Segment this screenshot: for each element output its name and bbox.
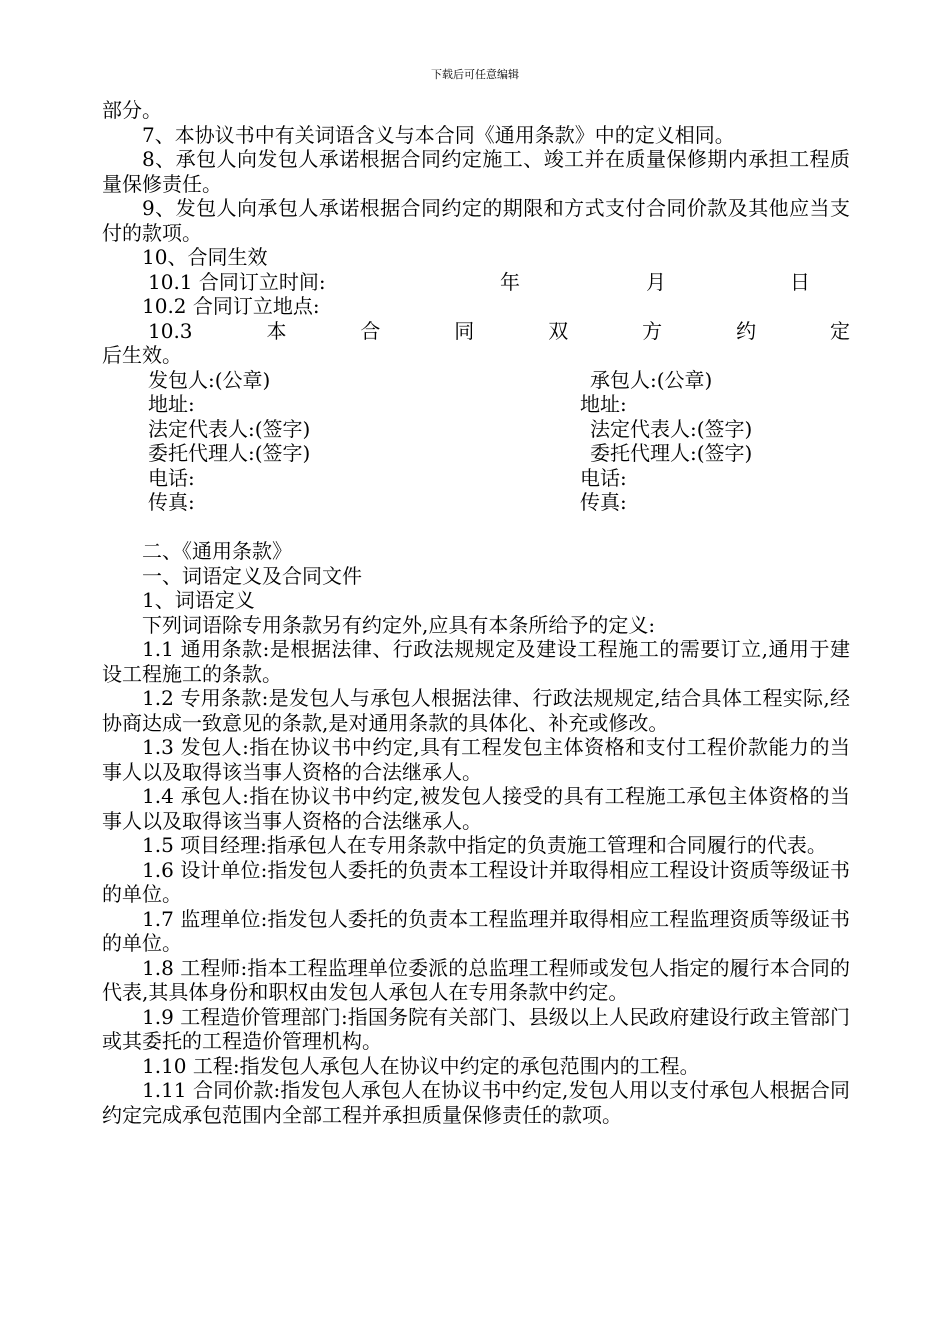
paragraph: 部分。 [102, 98, 162, 122]
definition-item: 1.6 设计单位:指发包人委托的负责本工程设计并取得相应工程设计资质等级证书的单位。 [102, 857, 850, 906]
signature-row [102, 441, 850, 466]
definition-item: 1.11 合同价款:指发包人承包人在协议书中约定,发包人用以支付承包人根据合同约定完成承包范围内全部工程并承担质量保修责任的款项。 [102, 1078, 850, 1127]
paragraph: 7、本协议书中有关词语含义与本合同《通用条款》中的定义相同。 [142, 122, 735, 147]
month-label: 月 [646, 269, 666, 294]
definition-item: 1.8 工程师:指本工程监理单位委派的总监理工程师或发包人指定的履行本合同的代表,其具体身份和职权由发包人承包人在专用条款中约定。 [102, 955, 850, 1004]
clause-part: 方 [642, 318, 663, 343]
clause-part: 双 [548, 318, 569, 343]
employer-agent: 委托代理人:(签字) [148, 441, 311, 465]
contractor-phone: 电话: [580, 465, 627, 490]
blank-line [102, 515, 850, 540]
clause-part: 约 [736, 318, 757, 343]
paragraph: 8、承包人向发包人承诺根据合同约定施工、竣工并在质量保修期内承担工程质量保修责任。 [102, 147, 850, 196]
employer-fax: 传真: [148, 490, 195, 514]
signature-row [102, 392, 850, 417]
year-label: 年 [500, 269, 520, 294]
contract-place-line: 10.2 合同订立地点: [142, 294, 320, 318]
effective-clause-line [102, 319, 850, 344]
section-heading: 二、《通用条款》 [142, 539, 292, 563]
definition-item: 1.5 项目经理:指承包人在专用条款中指定的负责施工管理和合同履行的代表。 [142, 833, 827, 857]
definition-item: 1.2 专用条款:是发包人与承包人根据法律、行政法规规定,结合具体工程实际,经协商达成一致意见的条款,是对通用条款的具体化、补充或修改。 [102, 686, 850, 735]
definition-item: 1.9 工程造价管理部门:指国务院有关部门、县级以上人民政府建设行政主管部门或其委托的工程造价管理机构。 [102, 1004, 850, 1053]
signature-row [102, 466, 850, 491]
contract-date-label: 10.1 合同订立时间: [148, 269, 326, 294]
chapter-heading: 一、词语定义及合同文件 [142, 563, 362, 588]
clause-part: 合 [360, 318, 381, 343]
clause-part: 10.3 [148, 318, 193, 343]
page-header: 下载后可任意编辑 [431, 68, 519, 81]
definition-item: 1.10 工程:指发包人承包人在协议中约定的承包范围内的工程。 [142, 1053, 700, 1078]
clause-part: 同 [454, 318, 475, 343]
definition-item: 1.7 监理单位:指发包人委托的负责本工程监理并取得相应工程监理资质等级证书的单位。 [102, 906, 850, 955]
signature-row [102, 417, 850, 442]
contractor-seal: 承包人:(公章) [590, 367, 713, 392]
employer-phone: 电话: [148, 465, 195, 490]
paragraph: 9、发包人向承包人承诺根据合同约定的期限和方式支付合同价款及其他应当支付的款项。 [102, 196, 850, 245]
contractor-address: 地址: [580, 392, 627, 416]
contractor-legal-rep: 法定代表人:(签字) [590, 416, 753, 441]
paragraph: 下列词语除专用条款另有约定外,应具有本条所给予的定义: [142, 612, 656, 637]
contract-date-line [102, 270, 850, 295]
contractor-agent: 委托代理人:(签字) [590, 441, 753, 465]
day-label: 日 [790, 269, 810, 294]
signature-row [102, 490, 850, 515]
definition-item: 1.1 通用条款:是根据法律、行政法规规定及建设工程施工的需要订立,通用于建设工程施工的条款。 [102, 637, 850, 686]
clause-part: 定 [829, 318, 850, 343]
effective-clause-tail: 后生效。 [102, 343, 182, 367]
signature-row [102, 368, 850, 393]
definition-item: 1.3 发包人:指在协议书中约定,具有工程发包主体资格和支付工程价款能力的当事人以及取得该当事人资格的合法继承人。 [102, 735, 850, 784]
employer-seal: 发包人:(公章) [148, 367, 271, 392]
document-body [102, 98, 850, 1127]
contractor-fax: 传真: [580, 490, 627, 514]
clause-part: 本 [266, 318, 287, 343]
employer-legal-rep: 法定代表人:(签字) [148, 416, 311, 441]
paragraph: 10、合同生效 [142, 245, 268, 269]
employer-address: 地址: [148, 392, 195, 416]
article-heading: 1、词语定义 [142, 588, 255, 612]
definition-item: 1.4 承包人:指在协议书中约定,被发包人接受的具有工程施工承包主体资格的当事人以及取得该当事人资格的合法继承人。 [102, 784, 850, 833]
